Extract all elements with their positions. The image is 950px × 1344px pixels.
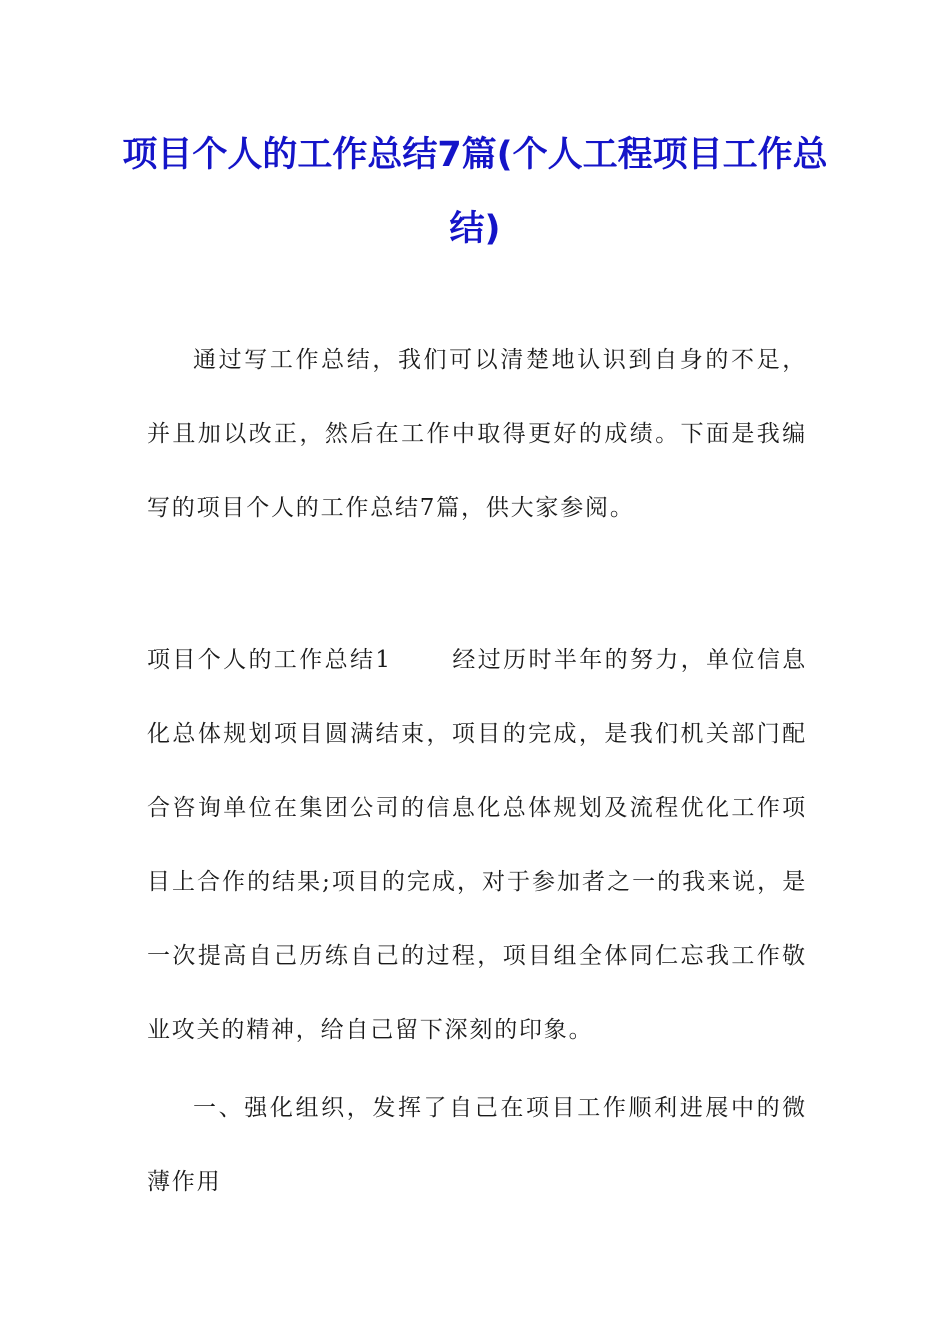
section-1-heading: 项目个人的工作总结1	[147, 647, 392, 673]
section-1-body: 经过历时半年的努力，单位信息化总体规划项目圆满结束，项目的完成，是我们机关部门配合咨询单位在集团公司的信息化总体规划及流程优化工作项目上合作的结果;项目的完成，对于参加者之一的我来说，是一次提高自己历练自己的过程，项目组全体同仁忘我工作敬业攻关的精神，给自己留下深刻的印象。	[147, 647, 807, 1043]
section-1-paragraph	[147, 623, 807, 1067]
point-1-paragraph: 一、强化组织，发挥了自己在项目工作顺利进展中的微薄作用	[147, 1095, 807, 1195]
document-title: 项目个人的工作总结7篇(个人工程项目工作总结)	[122, 135, 828, 249]
intro-paragraph: 通过写工作总结，我们可以清楚地认识到自身的不足，并且加以改正，然后在工作中取得更好的成绩。下面是我编写的项目个人的工作总结7篇，供大家参阅。	[147, 347, 807, 521]
